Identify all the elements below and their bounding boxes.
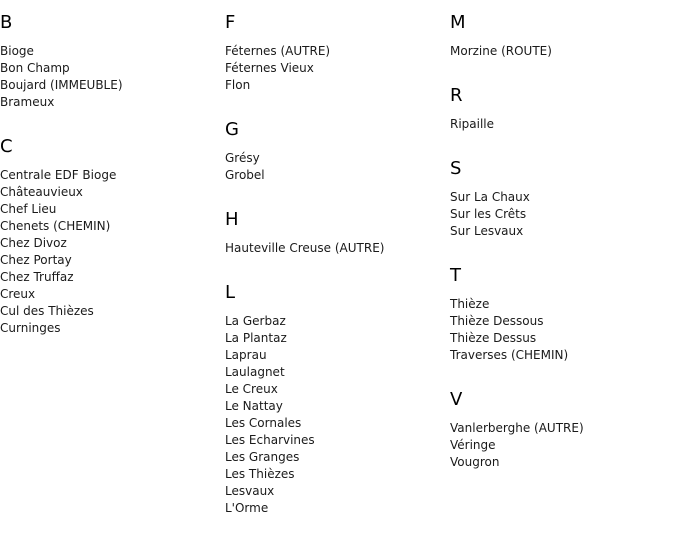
- place-link[interactable]: Lesvaux: [225, 484, 275, 498]
- place-list-item: [225, 77, 445, 94]
- place-link[interactable]: Boujard (IMMEUBLE): [0, 78, 123, 92]
- place-link[interactable]: Brameux: [0, 95, 55, 109]
- place-list-item: [450, 116, 670, 133]
- place-list-item: [450, 296, 670, 313]
- letter-group: [450, 10, 670, 60]
- place-list-item: [225, 483, 445, 500]
- place-list-item: [225, 167, 445, 184]
- place-link[interactable]: Laprau: [225, 348, 267, 362]
- place-link[interactable]: Les Thièzes: [225, 467, 295, 481]
- place-list-item: [0, 252, 220, 269]
- place-list-item: [0, 303, 220, 320]
- place-list: [0, 43, 220, 111]
- letter-group: [225, 10, 445, 94]
- place-link[interactable]: Ripaille: [450, 117, 495, 131]
- place-list: [0, 167, 220, 337]
- letter-group: [450, 387, 670, 471]
- place-link[interactable]: Thièze Dessous: [450, 314, 544, 328]
- place-link[interactable]: Sur La Chaux: [450, 190, 530, 204]
- place-link[interactable]: Curninges: [0, 321, 61, 335]
- letter-heading: B: [0, 12, 13, 33]
- place-list-item: [0, 269, 220, 286]
- place-link[interactable]: Creux: [0, 287, 36, 301]
- place-list-item: [225, 466, 445, 483]
- place-link[interactable]: Sur les Crêts: [450, 207, 527, 221]
- place-list-item: [0, 320, 220, 337]
- place-list-item: [450, 189, 670, 206]
- place-link[interactable]: Les Echarvines: [225, 433, 315, 447]
- place-list: [225, 240, 445, 257]
- place-list-item: [0, 184, 220, 201]
- index-column: [450, 10, 670, 494]
- letter-heading: G: [225, 119, 239, 140]
- place-link[interactable]: Féternes Vieux: [225, 61, 314, 75]
- place-link[interactable]: Traverses (CHEMIN): [450, 348, 569, 362]
- place-list: [225, 313, 445, 517]
- place-link[interactable]: Centrale EDF Bioge: [0, 168, 117, 182]
- letter-heading: H: [225, 209, 239, 230]
- letter-group: [450, 156, 670, 240]
- place-list-item: [0, 60, 220, 77]
- place-list: [225, 150, 445, 184]
- place-list-item: [225, 313, 445, 330]
- place-list-item: [0, 235, 220, 252]
- place-link[interactable]: Chef Lieu: [0, 202, 57, 216]
- place-link[interactable]: Cul des Thièzes: [0, 304, 94, 318]
- place-list-item: [450, 420, 670, 437]
- letter-heading: C: [0, 136, 13, 157]
- place-link[interactable]: Chez Divoz: [0, 236, 67, 250]
- place-list-item: [225, 500, 445, 517]
- place-link[interactable]: La Plantaz: [225, 331, 287, 345]
- place-list: [225, 43, 445, 94]
- place-link[interactable]: Les Granges: [225, 450, 300, 464]
- letter-heading: S: [450, 158, 462, 179]
- place-link[interactable]: Le Nattay: [225, 399, 283, 413]
- place-list-item: [450, 330, 670, 347]
- place-link[interactable]: Vanlerberghe (AUTRE): [450, 421, 584, 435]
- place-link[interactable]: La Gerbaz: [225, 314, 286, 328]
- place-link[interactable]: Grésy: [225, 151, 260, 165]
- letter-group: [225, 280, 445, 517]
- place-link[interactable]: Féternes (AUTRE): [225, 44, 331, 58]
- place-list-item: [0, 218, 220, 235]
- letter-group: [450, 83, 670, 133]
- place-list-item: [225, 43, 445, 60]
- index-column: [0, 10, 220, 360]
- place-link[interactable]: Les Cornales: [225, 416, 302, 430]
- place-list: [450, 116, 670, 133]
- place-link[interactable]: Laulagnet: [225, 365, 285, 379]
- place-list-item: [0, 201, 220, 218]
- place-list-item: [450, 206, 670, 223]
- letter-group: [225, 117, 445, 184]
- place-list: [450, 43, 670, 60]
- place-link[interactable]: Le Creux: [225, 382, 278, 396]
- place-list-item: [0, 94, 220, 111]
- place-link[interactable]: Thièze: [450, 297, 490, 311]
- place-list-item: [450, 454, 670, 471]
- place-list-item: [225, 432, 445, 449]
- place-link[interactable]: Chenets (CHEMIN): [0, 219, 111, 233]
- index-column: [225, 10, 445, 540]
- place-link[interactable]: Morzine (ROUTE): [450, 44, 552, 58]
- place-link[interactable]: Grobel: [225, 168, 265, 182]
- letter-heading: V: [450, 389, 463, 410]
- place-list-item: [225, 60, 445, 77]
- place-list-item: [450, 347, 670, 364]
- place-list-item: [450, 313, 670, 330]
- place-list-item: [225, 398, 445, 415]
- place-list: [450, 420, 670, 471]
- place-link[interactable]: Vougron: [450, 455, 500, 469]
- letter-group: [0, 10, 220, 111]
- letter-heading: F: [225, 12, 236, 33]
- place-link[interactable]: Châteauvieux: [0, 185, 83, 199]
- place-list-item: [450, 437, 670, 454]
- letter-group: [0, 134, 220, 337]
- letter-group: [225, 207, 445, 257]
- place-link[interactable]: Sur Lesvaux: [450, 224, 524, 238]
- place-list: [450, 189, 670, 240]
- place-list-item: [450, 223, 670, 240]
- place-list-item: [0, 167, 220, 184]
- place-link[interactable]: Bioge: [0, 44, 34, 58]
- place-list-item: [225, 381, 445, 398]
- letter-heading: L: [225, 282, 236, 303]
- letter-heading: R: [450, 85, 463, 106]
- place-list-item: [225, 330, 445, 347]
- place-link[interactable]: Véringe: [450, 438, 496, 452]
- place-link[interactable]: Flon: [225, 78, 251, 92]
- place-link[interactable]: Hauteville Creuse (AUTRE): [225, 241, 385, 255]
- place-list-item: [0, 286, 220, 303]
- place-list-item: [450, 43, 670, 60]
- place-list: [450, 296, 670, 364]
- place-link[interactable]: Chez Truffaz: [0, 270, 74, 284]
- place-list-item: [0, 77, 220, 94]
- letter-heading: T: [450, 265, 461, 286]
- place-list-item: [225, 449, 445, 466]
- place-list-item: [225, 364, 445, 381]
- place-list-item: [0, 43, 220, 60]
- letter-heading: M: [450, 12, 466, 33]
- place-list-item: [225, 347, 445, 364]
- place-link[interactable]: L'Orme: [225, 501, 269, 515]
- letter-group: [450, 263, 670, 364]
- place-link[interactable]: Bon Champ: [0, 61, 70, 75]
- place-list-item: [225, 150, 445, 167]
- place-list-item: [225, 415, 445, 432]
- place-list-item: [225, 240, 445, 257]
- place-link[interactable]: Chez Portay: [0, 253, 72, 267]
- place-link[interactable]: Thièze Dessus: [450, 331, 537, 345]
